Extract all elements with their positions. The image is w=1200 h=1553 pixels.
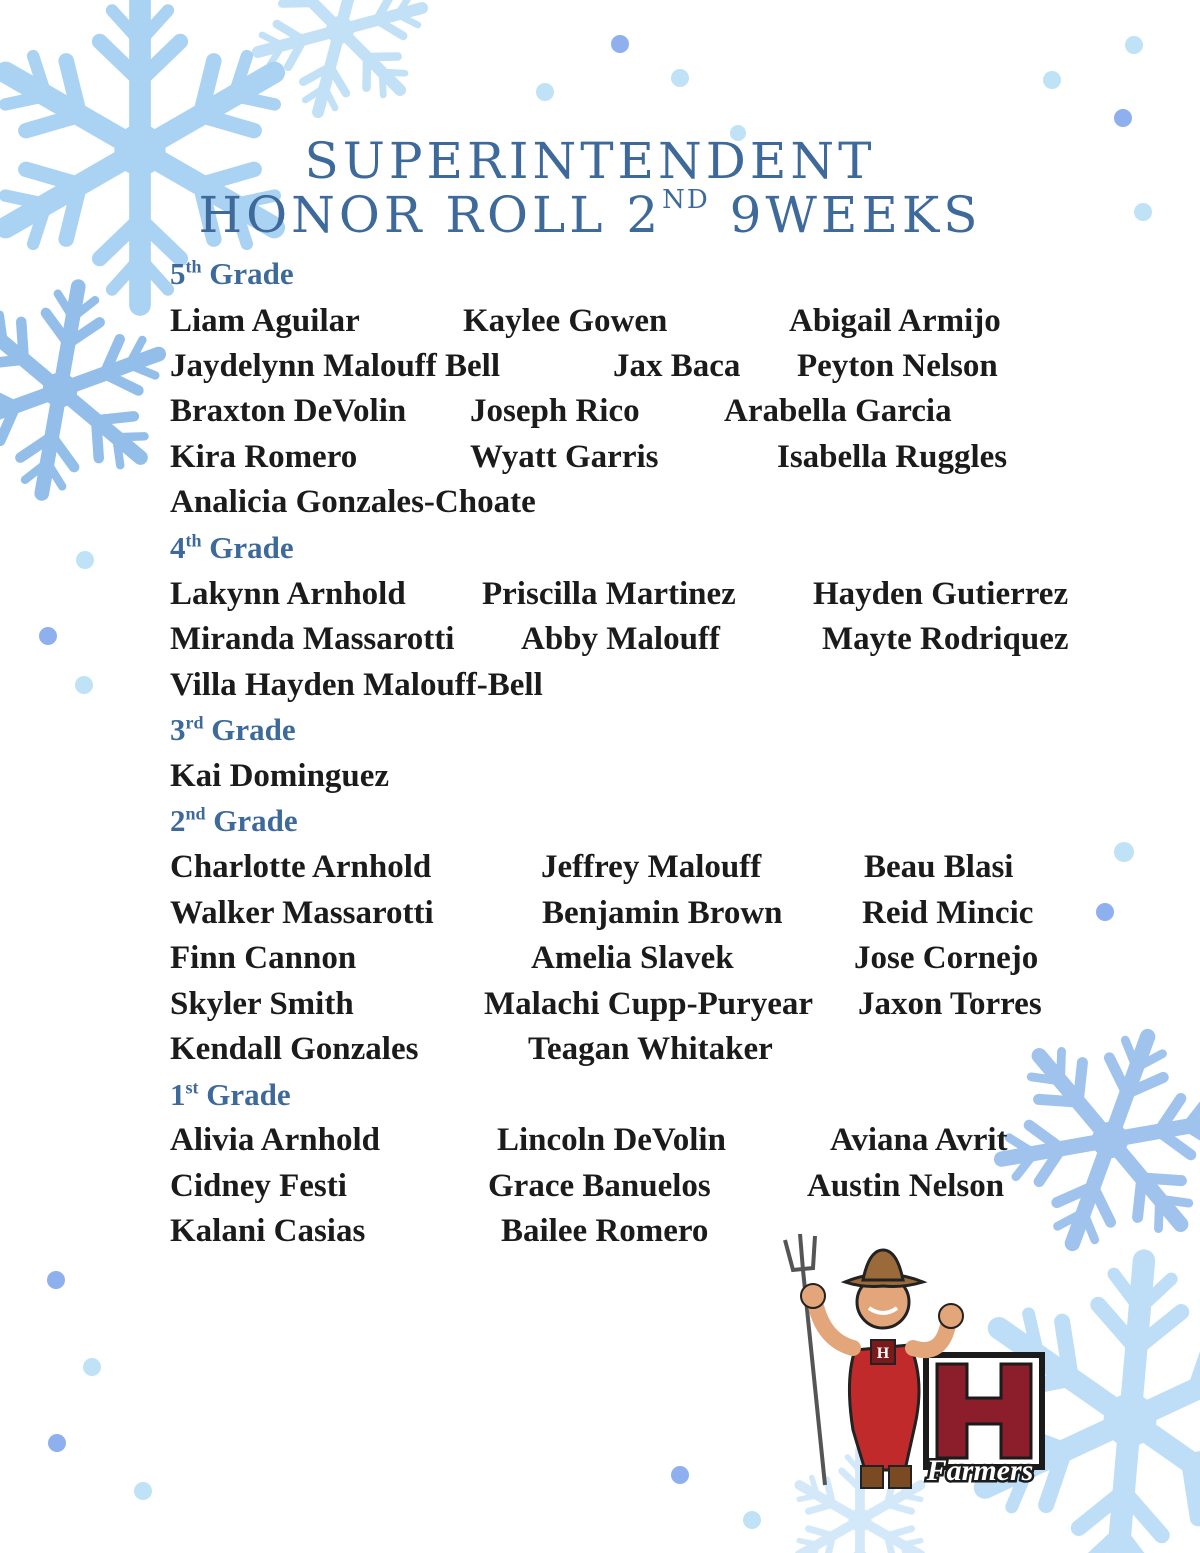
grade-heading-2: 2nd Grade [170, 803, 298, 838]
h-letter-block [923, 1352, 1045, 1470]
student-name: Mayte Rodriquez [822, 621, 1069, 657]
student-name: Teagan Whitaker [528, 1031, 773, 1067]
student-name: Villa Hayden Malouff-Bell [170, 667, 543, 703]
student-name: Abby Malouff [521, 621, 720, 657]
student-name: Cidney Festi [170, 1168, 347, 1204]
title-ordinal: ND [662, 185, 710, 216]
student-name: Alivia Arnhold [170, 1122, 380, 1158]
student-name: Reid Mincic [862, 895, 1034, 931]
student-name: Finn Cannon [170, 940, 357, 976]
student-name: Analicia Gonzales-Choate [170, 484, 536, 520]
student-name: Skyler Smith [170, 986, 354, 1022]
student-name: Isabella Ruggles [777, 439, 1008, 475]
student-name: Lincoln DeVolin [497, 1122, 726, 1158]
title-tail: 9WEEKS [709, 186, 982, 244]
student-name: Kai Dominguez [170, 758, 390, 794]
student-name: Liam Aguilar [170, 303, 360, 339]
student-name: Jose Cornejo [854, 940, 1039, 976]
logo-h-pocket: H [876, 1345, 890, 1362]
student-name: Grace Banuelos [488, 1168, 711, 1204]
student-name: Beau Blasi [864, 849, 1014, 885]
student-name: Braxton DeVolin [170, 393, 407, 429]
student-name: Jaydelynn Malouff Bell [170, 348, 501, 384]
student-name: Charlotte Arnhold [170, 849, 432, 885]
grade-heading-4: 4th Grade [170, 530, 294, 565]
grade-heading-3: 3rd Grade [170, 712, 296, 747]
student-name: Kendall Gonzales [170, 1031, 419, 1067]
student-name: Lakynn Arnhold [170, 576, 406, 612]
student-name: Walker Massarotti [170, 895, 434, 931]
student-name: Kalani Casias [170, 1213, 366, 1249]
student-name: Malachi Cupp-Puryear [484, 986, 814, 1022]
student-name: Amelia Slavek [531, 940, 734, 976]
student-name: Wyatt Garris [470, 439, 659, 475]
logo-farmers-word: Farmers [926, 1454, 1034, 1487]
student-name: Hayden Gutierrez [813, 576, 1069, 612]
student-name: Jeffrey Malouff [541, 849, 762, 885]
grade-heading-1: 1st Grade [170, 1077, 291, 1112]
farmers-mascot-logo [765, 1230, 1065, 1500]
snowflake-icon [0, 255, 193, 524]
student-name: Austin Nelson [807, 1168, 1005, 1204]
student-name: Priscilla Martinez [482, 576, 736, 612]
page-title-line1: SUPERINTENDENT [304, 132, 876, 190]
title-main: HONOR ROLL 2 [198, 186, 663, 244]
student-name: Abigail Armijo [789, 303, 1001, 339]
student-name: Kaylee Gowen [463, 303, 668, 339]
student-name: Peyton Nelson [797, 348, 998, 384]
page-title-line2 [90, 186, 1090, 244]
student-name: Jax Baca [613, 348, 741, 384]
student-name: Joseph Rico [470, 393, 640, 429]
student-name: Jaxon Torres [858, 986, 1042, 1022]
student-name: Bailee Romero [501, 1213, 709, 1249]
student-name: Miranda Massarotti [170, 621, 455, 657]
student-name: Kira Romero [170, 439, 358, 475]
student-name: Aviana Avrit [830, 1122, 1008, 1158]
pitchfork-icon [785, 1234, 825, 1485]
student-name: Arabella Garcia [724, 393, 952, 429]
student-name: Benjamin Brown [542, 895, 783, 931]
grade-heading-5: 5th Grade [170, 256, 294, 291]
